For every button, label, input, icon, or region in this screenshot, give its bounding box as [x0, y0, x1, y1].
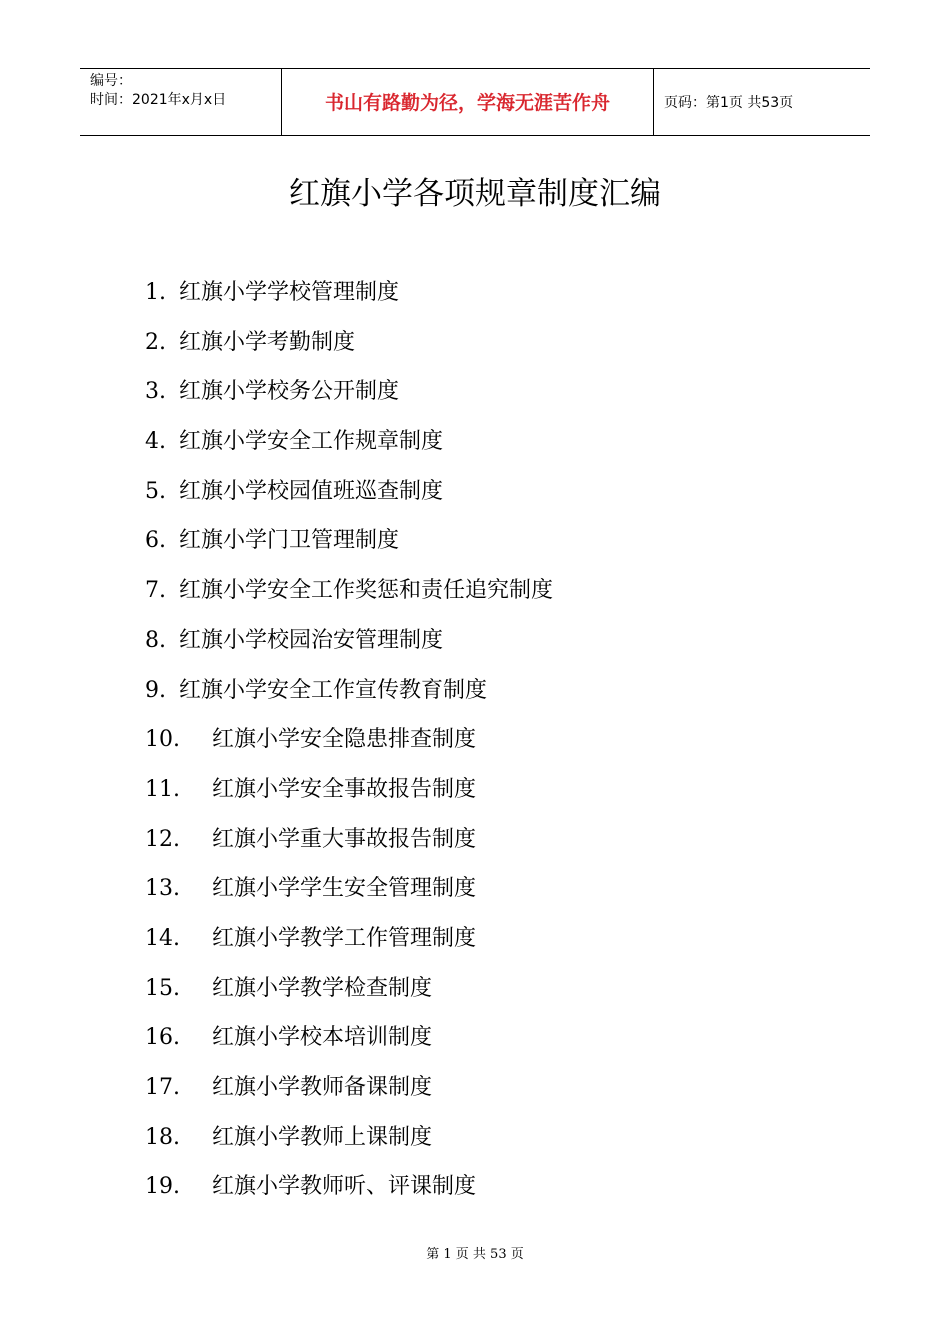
toc-item-title: 红旗小学教学检查制度: [212, 975, 433, 1001]
toc-item-title: 红旗小学学生安全管理制度: [212, 876, 477, 902]
toc-item-number: 3.: [145, 379, 166, 405]
toc-item-title: 红旗小学安全工作宣传教育制度: [179, 677, 488, 703]
toc-item-title: 红旗小学重大事故报告制度: [212, 826, 477, 852]
toc-item: [145, 673, 865, 723]
toc-item: [145, 374, 865, 424]
toc-item-number: 9.: [145, 677, 166, 703]
page-footer: 第 1 页 共 53 页: [426, 1247, 524, 1262]
toc-item: [145, 921, 865, 971]
toc-item-title: 红旗小学考勤制度: [179, 329, 356, 355]
motto: 书山有路勤为径，学海无涯苦作舟: [324, 92, 610, 114]
toc-item-number: 16.: [145, 1025, 180, 1051]
number-label: 编号：: [90, 73, 132, 89]
toc-item: [145, 772, 865, 822]
toc-item-number: 1.: [145, 280, 166, 305]
toc-item-number: 18.: [145, 1124, 180, 1150]
toc-item: [145, 573, 865, 623]
toc-item-title: 红旗小学安全工作奖惩和责任追究制度: [179, 578, 554, 604]
toc-item-number: 12.: [145, 826, 180, 852]
toc-item-number: 8.: [145, 627, 166, 653]
toc-item-number: 11.: [145, 776, 180, 802]
header-motto-cell: [281, 69, 654, 135]
toc-item: [145, 722, 865, 772]
toc-item-title: 红旗小学安全隐患排查制度: [212, 727, 477, 753]
toc-item: [145, 871, 865, 921]
toc-item-title: 红旗小学安全工作规章制度: [179, 429, 444, 455]
toc-item: [145, 1169, 865, 1219]
toc-item: [145, 275, 865, 325]
toc-item: [145, 1020, 865, 1070]
toc-item-number: 2.: [145, 329, 166, 355]
toc-item-number: 6.: [145, 528, 166, 554]
toc-item-number: 17.: [145, 1075, 180, 1100]
toc-item: [145, 822, 865, 872]
toc-item-title: 红旗小学教师上课制度: [212, 1124, 433, 1150]
time-label: 时间：2021年x月x日: [90, 92, 227, 108]
toc-item-title: 红旗小学教学工作管理制度: [212, 925, 477, 951]
toc-item-number: 19.: [145, 1174, 180, 1200]
header-page-cell: [654, 69, 870, 135]
toc-item-title: 红旗小学门卫管理制度: [179, 528, 400, 554]
toc-item-title: 红旗小学学校管理制度: [179, 280, 400, 305]
toc-item-title: 红旗小学教师听、评课制度: [212, 1174, 477, 1200]
toc-item: [145, 474, 865, 524]
toc-item-number: 14.: [145, 925, 180, 951]
toc-item: [145, 1120, 865, 1170]
header-table: [80, 68, 870, 136]
toc-item-title: 红旗小学校务公开制度: [179, 379, 400, 405]
document-title: 红旗小学各项规章制度汇编: [289, 176, 661, 212]
toc-item: [145, 623, 865, 673]
toc-item-number: 7.: [145, 578, 166, 604]
header-meta-cell: [80, 69, 281, 135]
toc-item-title: 红旗小学校园值班巡查制度: [179, 478, 444, 504]
toc-item: [145, 523, 865, 573]
toc-item: [145, 971, 865, 1021]
toc-item-number: 10.: [145, 727, 180, 753]
toc-item-number: 15.: [145, 975, 180, 1001]
toc-item: [145, 1070, 865, 1120]
toc-item-title: 红旗小学校本培训制度: [212, 1025, 433, 1051]
toc-item-number: 13.: [145, 876, 180, 902]
toc-item-number: 5.: [145, 478, 166, 504]
toc-item-number: 4.: [145, 429, 166, 455]
toc-item-title: 红旗小学教师备课制度: [212, 1075, 433, 1100]
toc-item-title: 红旗小学安全事故报告制度: [212, 776, 477, 802]
toc-item: [145, 424, 865, 474]
page-info: 页码：第1页 共53页: [664, 95, 794, 111]
toc-item: [145, 325, 865, 375]
toc-item-title: 红旗小学校园治安管理制度: [179, 627, 444, 653]
table-of-contents: [145, 275, 865, 1219]
